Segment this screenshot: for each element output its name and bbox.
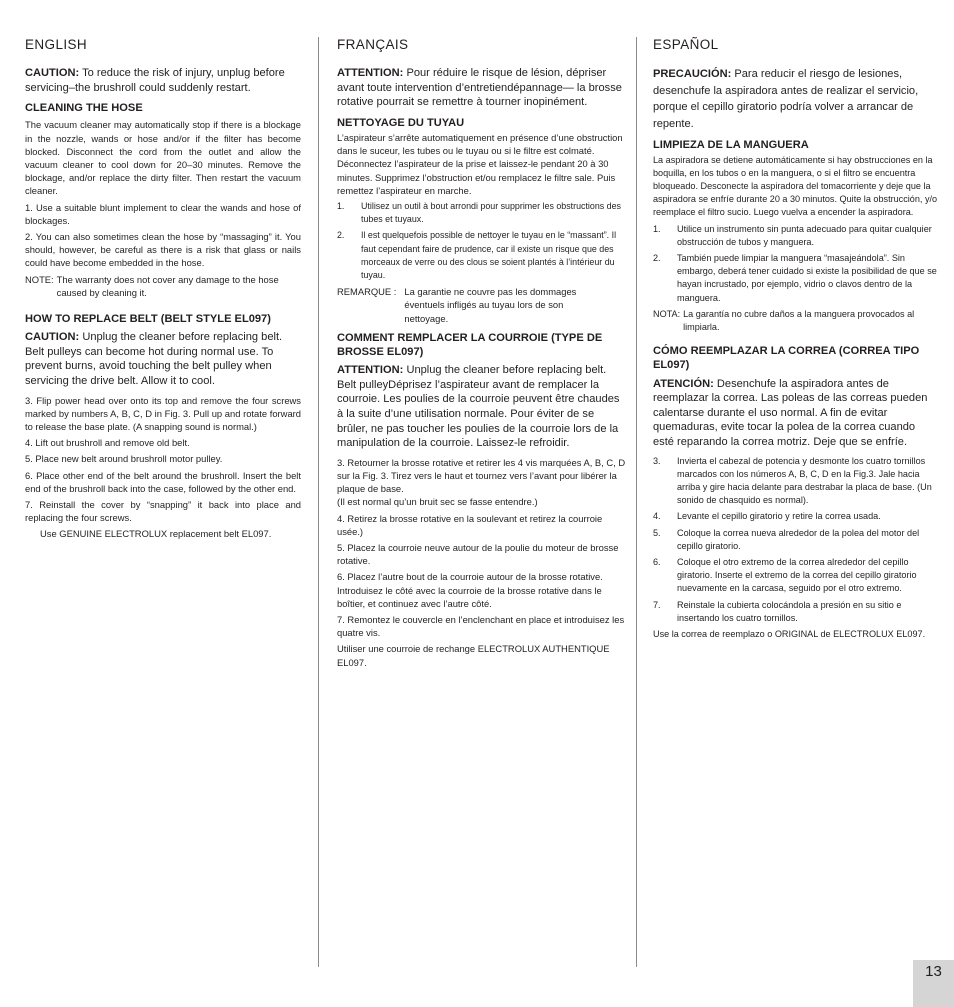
caution-paragraph <box>25 66 301 95</box>
column-divider <box>636 37 637 967</box>
section-heading-cleaning-hose: CLEANING THE HOSE <box>25 102 143 115</box>
belt-caution-label: ATTENTION: <box>337 364 404 377</box>
hose-intro-paragraph: L’aspirateur s’arrête automatiquement en présence d’une obstruction dans le suceur, les tubes ou le tuyau ou si le filtre est colmaté. Déconnectez l’aspirateur de la prise et laissez-le pendant 20 à 30 minutes. Supprimez l’obstruction et/ou remplacez le filtre sale. Puis remettez l’aspirateur en marche. <box>337 131 623 196</box>
step-text: También puede limpiar la manguera “masajeándola”. Sin embargo, deberá tener cuidado si existe la posibilidad de que se hayan incrustado, por ejemplo, vidrio o clavos dentro de la manguera. <box>677 253 937 303</box>
hose-step-2 <box>653 252 939 305</box>
step-number: 4. <box>653 511 661 522</box>
note-label: NOTE: <box>25 273 54 285</box>
belt-caution-text: Unplug the cleaner before replacing belt. Belt pulleyDéprisez l’aspirateur avant de remplacer la courroie. Les poulies de la courroie peuvent être chaudes à la suite d’une utilisation normale. Pour éviter de se brûler, ne pas toucher les poulies de la courroie lors de la manipulation de la courroie. Laissez-le refroidir. <box>337 364 620 450</box>
note-label: REMARQUE : <box>337 286 397 298</box>
belt-caution-paragraph <box>653 377 939 450</box>
language-heading-english: ENGLISH <box>25 37 88 52</box>
hose-step-2 <box>337 229 627 282</box>
note-label: NOTA: <box>653 308 681 319</box>
note-text: The warranty does not cover any damage to the hose caused by cleaning it. <box>56 273 279 298</box>
language-heading-french: FRANÇAIS <box>337 37 409 52</box>
warranty-note <box>25 273 301 299</box>
genuine-belt-note: Use la correa de reemplazo o ORIGINAL de ELECTROLUX EL097. <box>653 629 926 640</box>
belt-step-4: 4. Lift out brushroll and remove old belt. <box>25 437 190 449</box>
belt-step-6: 6. Placez l’autre bout de la courroie autour de la brosse rotative. Introduisez le côté avec la courroie de la brosse rotative dans le boîtier, et continuez avec l’autre côté. <box>337 571 603 609</box>
step-number: 3. <box>653 455 661 466</box>
belt-step-5: 5. Placez la courroie neuve autour de la poulie du moteur de brosse rotative. <box>337 542 619 567</box>
belt-step-3 <box>653 455 939 508</box>
belt-step-5: 5. Place new belt around brushroll motor pulley. <box>25 453 223 465</box>
warranty-note <box>337 285 627 325</box>
step-number: 1. <box>337 201 345 211</box>
belt-caution-label: CAUTION: <box>25 331 80 344</box>
hose-step-1: 1. Use a suitable blunt implement to clear the wands and hose of blockages. <box>25 201 301 226</box>
warranty-note <box>653 308 939 334</box>
caution-paragraph <box>653 66 939 132</box>
step-text: Coloque la correa nueva alrededor de la polea del motor del cepillo giratorio. <box>677 527 920 551</box>
language-heading-spanish: ESPAÑOL <box>653 37 719 52</box>
belt-caution-text: Unplug the cleaner before replacing belt. Belt pulleys can become hot during normal use. To prevent burns, avoid touching the belt pulley when servicing the drive belt. Allow it to cool. <box>25 331 283 388</box>
hose-step-1 <box>337 200 627 226</box>
step-number: 5. <box>653 527 661 538</box>
section-heading-replace-belt: CÓMO REEMPLAZAR LA CORREA (CORREA TIPO EL097) <box>653 345 920 372</box>
note-text: La garantie ne couvre pas les dommages éventuels infligés au tuyau lors de son nettoyage. <box>404 286 577 324</box>
column-divider <box>318 37 319 967</box>
step-text: Invierta el cabezal de potencia y desmonte los cuatro tornillos marcados con los números A, B, C, D en la Fig.3. Jale hacia arriba y gire hacia delante para destrabar la placa de base. (Un sonido de chasquido es normal). <box>677 455 932 506</box>
step-text: Utilice un instrumento sin punta adecuado para quitar cualquier obstrucción de tubos y manguera. <box>677 223 932 247</box>
belt-step-6: 6. Place other end of the belt around the brushroll. Insert the belt end of the brushroll back into the case, followed by the other end. <box>25 469 301 494</box>
belt-caution-paragraph <box>337 363 627 451</box>
page-number: 13 <box>925 963 942 980</box>
caution-text: Pour réduire le risque de lésion, dépriser avant toute intervention d’entretiendépannage— la brosse rotative pourrait se remettre à tourner inopinément. <box>337 67 622 109</box>
step-number: 7. <box>653 599 661 610</box>
page-number-box <box>913 960 954 1007</box>
step-text: Levante el cepillo giratorio y retire la correa usada. <box>677 511 881 522</box>
step-number: 2. <box>337 230 345 241</box>
step-text: Il est quelquefois possible de nettoyer le tuyau en le “massant”. Il faut cependant faire de prudence, car il existe un risque que des morceaux de verre ou des clous se soient plantés à l’intérieur du tuyau. <box>361 230 617 281</box>
belt-step-7: 7. Reinstall the cover by “snapping” it back into place and replacing the four screws. <box>25 499 301 524</box>
note-text: La garantía no cubre daños a la manguera provocados al limpiarla. <box>683 308 915 333</box>
step-number: 6. <box>653 557 661 568</box>
belt-step-3-note: (Il est normal qu’un bruit sec se fasse entendre.) <box>337 496 538 508</box>
genuine-belt-note: Utiliser une courroie de rechange ELECTROLUX AUTHENTIQUE EL097. <box>337 643 610 668</box>
french-column <box>337 36 627 672</box>
belt-caution-text: Desenchufe la aspiradora antes de reemplazar la correa. Las poleas de las correas pueden calentarse durante el uso normal. A fin de evitar quemaduras, evite tocar la polea de la correa cuando esté reparando la correa motriz. Deje que se enfríe. <box>653 377 928 448</box>
belt-caution-paragraph <box>25 330 301 388</box>
hose-step-1 <box>653 223 939 249</box>
caution-label: ATTENTION: <box>337 67 404 79</box>
section-heading-replace-belt: HOW TO REPLACE BELT (BELT STYLE EL097) <box>25 313 271 326</box>
genuine-belt-note: Use GENUINE ELECTROLUX replacement belt EL097. <box>40 528 272 540</box>
belt-step-4: 4. Retirez la brosse rotative en la soulevant et retirez la courroie usée.) <box>337 512 603 537</box>
english-column <box>25 36 301 544</box>
hose-step-2: 2. You can also sometimes clean the hose by “massaging” it. You should, however, be careful as there is a risk that glass or nails could have become embedded in the hose. <box>25 231 301 269</box>
step-text: Coloque el otro extremo de la correa alrededor del cepillo giratorio. Inserte el extremo de la correa del cepillo giratorio nuevamente en la carcasa, seguido por el otro extremo. <box>677 557 917 594</box>
section-heading-cleaning-hose: NETTOYAGE DU TUYAU <box>337 116 465 129</box>
belt-step-6 <box>653 556 939 596</box>
hose-intro-paragraph: The vacuum cleaner may automatically stop if there is a blockage in the nozzle, wands or hose and/or if the filter has become blocked. Disconnect the cord from the outlet and allow the vacuum cleaner to cool down for 20–30 minutes. Remove the blockage, and/or replace the dirty filter. Then restart the vacuum cleaner. <box>25 119 301 197</box>
caution-label: PRECAUCIÓN: <box>653 68 732 80</box>
belt-caution-label: ATENCIÓN: <box>653 377 714 390</box>
belt-step-4 <box>653 510 939 523</box>
caution-label: CAUTION: <box>25 67 80 79</box>
belt-step-7 <box>653 599 939 625</box>
step-number: 2. <box>653 253 661 263</box>
caution-text: Para reducir el riesgo de lesiones, desenchufe la aspiradora antes de realizar el servicio, porque el cepillo giratorio podría volver a arrancar de repente. <box>653 68 919 130</box>
belt-step-5 <box>653 527 939 553</box>
caution-text: To reduce the risk of injury, unplug before servicing–the brushroll could suddenly restart. <box>25 67 285 94</box>
spanish-column <box>653 36 939 644</box>
step-number: 1. <box>653 223 661 234</box>
hose-intro-paragraph: La aspiradora se detiene automáticamente si hay obstrucciones en la boquilla, en los tubos o en la manguera, o si el filtro se encuentra bloqueado. Desconecte la aspiradora del tomacorriente y deje que la aspiradora se enfríe durante 20 a 30 minutos. Quite la obstrucción, y/o reemplace el filtro sucio. Luego vuelva a encender la aspiradora. <box>653 154 938 218</box>
section-heading-cleaning-hose: LIMPIEZA DE LA MANGUERA <box>653 139 809 152</box>
caution-paragraph <box>337 66 627 110</box>
belt-step-7: 7. Remontez le couvercle en l’enclenchant en place et introduisez les quatre vis. <box>337 614 625 639</box>
step-text: Reinstale la cubierta colocándola a presión en su sitio e insertando los cuatro tornillos. <box>677 599 902 623</box>
belt-step-3: 3. Retourner la brosse rotative et retirer les 4 vis marquées A, B, C, D sur la Fig. 3. Tirez vers le haut et tournez vers l’avant pour libérer la plaque de base. <box>337 456 626 495</box>
section-heading-replace-belt: COMMENT REMPLACER LA COURROIE (TYPE DE BROSSE EL097) <box>337 331 603 359</box>
step-text: Utilisez un outil à bout arrondi pour supprimer les obstructions des tubes et tuyaux. <box>361 201 621 225</box>
belt-step-3: 3. Flip power head over onto its top and remove the four screws marked by numbers A, B, C, D in Fig. 3. Pull up and rotate forward to release the base plate. (A snapping sound is normal.) <box>25 394 301 433</box>
